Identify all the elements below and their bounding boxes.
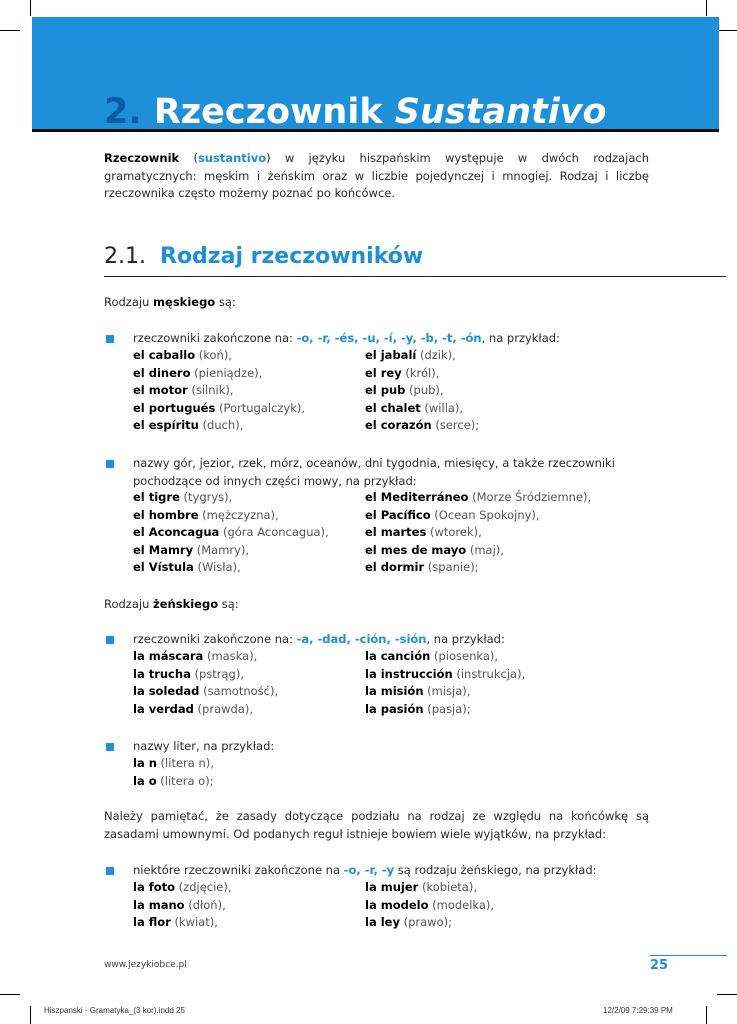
page-number: 25	[650, 958, 669, 973]
example-right	[365, 365, 439, 383]
intro-text: ) w języku hiszpańskim występuje w dwóch rodzajach gramatycznych: męskim i żeńskim oraz w liczbie pojedynczej i mnogiej. Rodzaj i liczbę rzeczownika często możemy poznać po końcówce.	[104, 151, 649, 200]
crop-mark	[717, 30, 737, 31]
footer-url[interactable]: www.jezykiobce.pl	[104, 960, 187, 970]
example-right	[365, 400, 463, 418]
feminine-label	[104, 596, 239, 614]
polish-gloss: (silnik),	[187, 383, 234, 397]
crop-mark	[0, 994, 20, 995]
polish-gloss: (pieniądze),	[190, 365, 263, 380]
masculine-label	[104, 294, 236, 312]
label-bold: żeńskiego	[153, 597, 219, 611]
example-right	[365, 897, 494, 915]
polish-gloss: (król),	[401, 365, 440, 380]
spanish-word: la máscara	[133, 649, 204, 663]
spanish-word: el Mediterráneo	[365, 490, 469, 504]
spanish-word: el portugués	[133, 400, 216, 415]
crop-mark	[717, 994, 737, 995]
note-text: Należy pamiętać, że zasady dotyczące podziału na rodzaj ze względu na końcówkę są zasadami umownymi. Od podanych reguł istnieje bowiem wiele wyjątków, na przykład:	[104, 809, 649, 841]
polish-gloss: (Portugalczyk),	[215, 400, 306, 415]
bullet-pre: rzeczowniki zakończone na:	[133, 331, 297, 345]
note-paragraph	[104, 808, 649, 843]
example-left	[133, 755, 214, 773]
polish-gloss: (piosenka),	[430, 649, 499, 663]
bullet-pre: niektóre rzeczowniki zakończone na	[133, 863, 344, 877]
example-right	[365, 417, 479, 435]
polish-gloss: (dzik),	[416, 348, 456, 362]
spanish-word: el dinero	[133, 365, 191, 380]
polish-gloss: (instrukcja),	[452, 666, 526, 681]
example-right	[365, 507, 540, 525]
spanish-word: la pasión	[365, 701, 424, 716]
spanish-word: el jabalí	[365, 348, 417, 362]
example-right	[365, 559, 479, 577]
polish-gloss: (kwiat),	[170, 915, 218, 929]
polish-gloss: (prawda),	[193, 701, 254, 716]
example-left	[133, 489, 232, 507]
example-left	[133, 879, 232, 897]
polish-gloss: (pstrąg),	[190, 666, 244, 681]
example-right	[365, 489, 591, 507]
spanish-word: la n	[133, 756, 157, 770]
example-left	[133, 701, 253, 719]
bullet-5-text	[133, 862, 597, 880]
spanish-word: el rey	[365, 365, 402, 380]
example-left	[133, 683, 278, 701]
label-post: są:	[215, 295, 236, 309]
spanish-word: la flor	[133, 915, 171, 929]
example-right	[365, 648, 498, 666]
spanish-word: el chalet	[365, 400, 421, 415]
example-left	[133, 400, 305, 418]
spanish-word: la ley	[365, 915, 400, 929]
example-left	[133, 382, 234, 400]
example-left	[133, 347, 232, 365]
example-left	[133, 524, 329, 542]
example-right	[365, 382, 444, 400]
example-right	[365, 524, 482, 542]
bullet-icon	[106, 636, 114, 644]
spanish-word: el mes de mayo	[365, 542, 467, 557]
spanish-word: el Vístula	[133, 560, 194, 574]
polish-gloss: (zdjęcie),	[175, 880, 232, 894]
section-number: 2.1.	[104, 244, 146, 269]
crop-mark	[706, 0, 707, 16]
bullet-icon	[106, 335, 114, 343]
chapter-number: 2.	[104, 92, 142, 132]
bullet-icon	[106, 867, 114, 875]
section-heading	[104, 244, 726, 277]
spanish-word: la modelo	[365, 897, 429, 912]
spanish-word: la instrucción	[365, 666, 453, 681]
polish-gloss: (mężczyzna),	[198, 507, 279, 522]
bullet-post: , na przykład:	[426, 632, 505, 646]
chapter-title-italic: Sustantivo	[394, 92, 607, 132]
spanish-word: el tigre	[133, 490, 180, 504]
spanish-word: el martes	[365, 525, 427, 539]
label-bold: męskiego	[153, 295, 216, 309]
intro-term: sustantivo	[197, 151, 267, 165]
polish-gloss: (serce);	[431, 418, 480, 432]
example-right	[365, 879, 477, 897]
spanish-word: la soledad	[133, 684, 200, 698]
example-left	[133, 773, 214, 791]
bullet-endings: -a, -dad, -ción, -sión	[296, 632, 427, 646]
crop-mark	[0, 30, 20, 31]
spanish-word: el hombre	[133, 507, 199, 522]
example-right	[365, 666, 525, 684]
polish-gloss: (kobieta),	[418, 880, 477, 894]
intro-paragraph	[104, 150, 649, 203]
spanish-word: la misión	[365, 684, 424, 698]
spanish-word: el Mamry	[133, 542, 194, 557]
example-left	[133, 542, 249, 560]
example-right	[365, 683, 470, 701]
example-left	[133, 365, 262, 383]
bullet-line: nazwy gór, jezior, rzek, mórz, oceanów, dni tygodnia, miesięcy, a także rzeczowniki	[133, 456, 615, 470]
example-left	[133, 559, 241, 577]
example-right	[365, 347, 456, 365]
polish-gloss: (misja),	[423, 684, 471, 698]
example-left	[133, 897, 226, 915]
section-title: Rodzaj rzeczowników	[160, 244, 424, 269]
spanish-word: el Pacífico	[365, 507, 431, 522]
polish-gloss: (willa),	[420, 400, 464, 415]
spanish-word: la verdad	[133, 701, 194, 716]
spanish-word: el corazón	[365, 418, 432, 432]
spanish-word: la foto	[133, 880, 176, 894]
polish-gloss: (pasja);	[423, 701, 471, 716]
bullet-endings: -o, -r, -és, -u, -í, -y, -b, -t, -ón	[296, 331, 482, 345]
polish-gloss: (pub),	[405, 383, 444, 397]
bullet-endings: -o, -r, -y	[343, 863, 395, 877]
bullet-1-text	[133, 330, 560, 348]
label-pre: Rodzaju	[104, 295, 154, 309]
print-slug-right: 12/2/09 7:29:39 PM	[603, 1006, 673, 1015]
label-pre: Rodzaju	[104, 597, 154, 611]
polish-gloss: (maj),	[466, 542, 504, 557]
spanish-word: el caballo	[133, 348, 196, 362]
polish-gloss: (duch),	[198, 418, 244, 432]
bullet-text: nazwy liter, na przykład:	[133, 739, 275, 753]
spanish-word: la mano	[133, 897, 185, 912]
spanish-word: la trucha	[133, 666, 191, 681]
example-left	[133, 507, 279, 525]
polish-gloss: (modelka),	[428, 897, 495, 912]
chapter-title-text: Rzeczownik	[153, 92, 395, 132]
polish-gloss: (góra Aconcagua),	[219, 525, 329, 539]
bullet-3-text	[133, 631, 505, 649]
spanish-word: el Aconcagua	[133, 525, 220, 539]
spanish-word: la canción	[365, 649, 431, 663]
example-left	[133, 417, 243, 435]
polish-gloss: (maska),	[203, 649, 258, 663]
example-left	[133, 666, 244, 684]
spanish-word: el motor	[133, 383, 188, 397]
bullet-icon	[106, 460, 114, 468]
polish-gloss: (litera n),	[156, 756, 214, 770]
bullet-line: pochodzące od innych części mowy, na przykład:	[133, 473, 417, 488]
footer-rule	[650, 955, 727, 956]
label-post: są:	[218, 597, 239, 611]
polish-gloss: (Wisła),	[193, 560, 241, 574]
spanish-word: la mujer	[365, 880, 419, 894]
example-right	[365, 701, 471, 719]
intro-paren: (	[179, 151, 198, 165]
crop-mark	[706, 1006, 707, 1024]
polish-gloss: (wtorek),	[426, 525, 482, 539]
polish-gloss: (tygrys),	[179, 490, 233, 504]
crop-mark	[30, 1006, 31, 1024]
bullet-2-text	[133, 455, 615, 490]
spanish-word: el espíritu	[133, 418, 199, 432]
spanish-word: el pub	[365, 383, 406, 397]
spanish-word: la o	[133, 773, 157, 788]
bullet-pre: rzeczowniki zakończone na:	[133, 632, 297, 646]
polish-gloss: (Morze Śródziemne),	[468, 490, 592, 504]
example-right	[365, 542, 504, 560]
bullet-post: są rodzaju żeńskiego, na przykład:	[394, 863, 597, 877]
crop-mark	[30, 0, 31, 16]
spanish-word: el dormir	[365, 560, 425, 574]
bullet-icon	[106, 743, 114, 751]
polish-gloss: (prawo);	[399, 915, 452, 929]
bullet-post: , na przykład:	[481, 331, 560, 345]
polish-gloss: (Mamry),	[193, 542, 250, 557]
chapter-title	[104, 92, 607, 132]
bullet-4-text	[133, 738, 274, 756]
print-slug-left: Hiszpanski - Gramatyka_(3 kor).indd 25	[44, 1006, 185, 1015]
chapter-header	[32, 17, 719, 132]
polish-gloss: (samotność),	[199, 684, 279, 698]
example-left	[133, 914, 218, 932]
polish-gloss: (koń),	[195, 348, 232, 362]
polish-gloss: (litera o);	[156, 773, 214, 788]
polish-gloss: (dłoń),	[184, 897, 226, 912]
polish-gloss: (Ocean Spokojny),	[430, 507, 540, 522]
example-left	[133, 648, 257, 666]
example-right	[365, 914, 452, 932]
polish-gloss: (spanie);	[424, 560, 479, 574]
intro-word: Rzeczownik	[104, 151, 180, 165]
